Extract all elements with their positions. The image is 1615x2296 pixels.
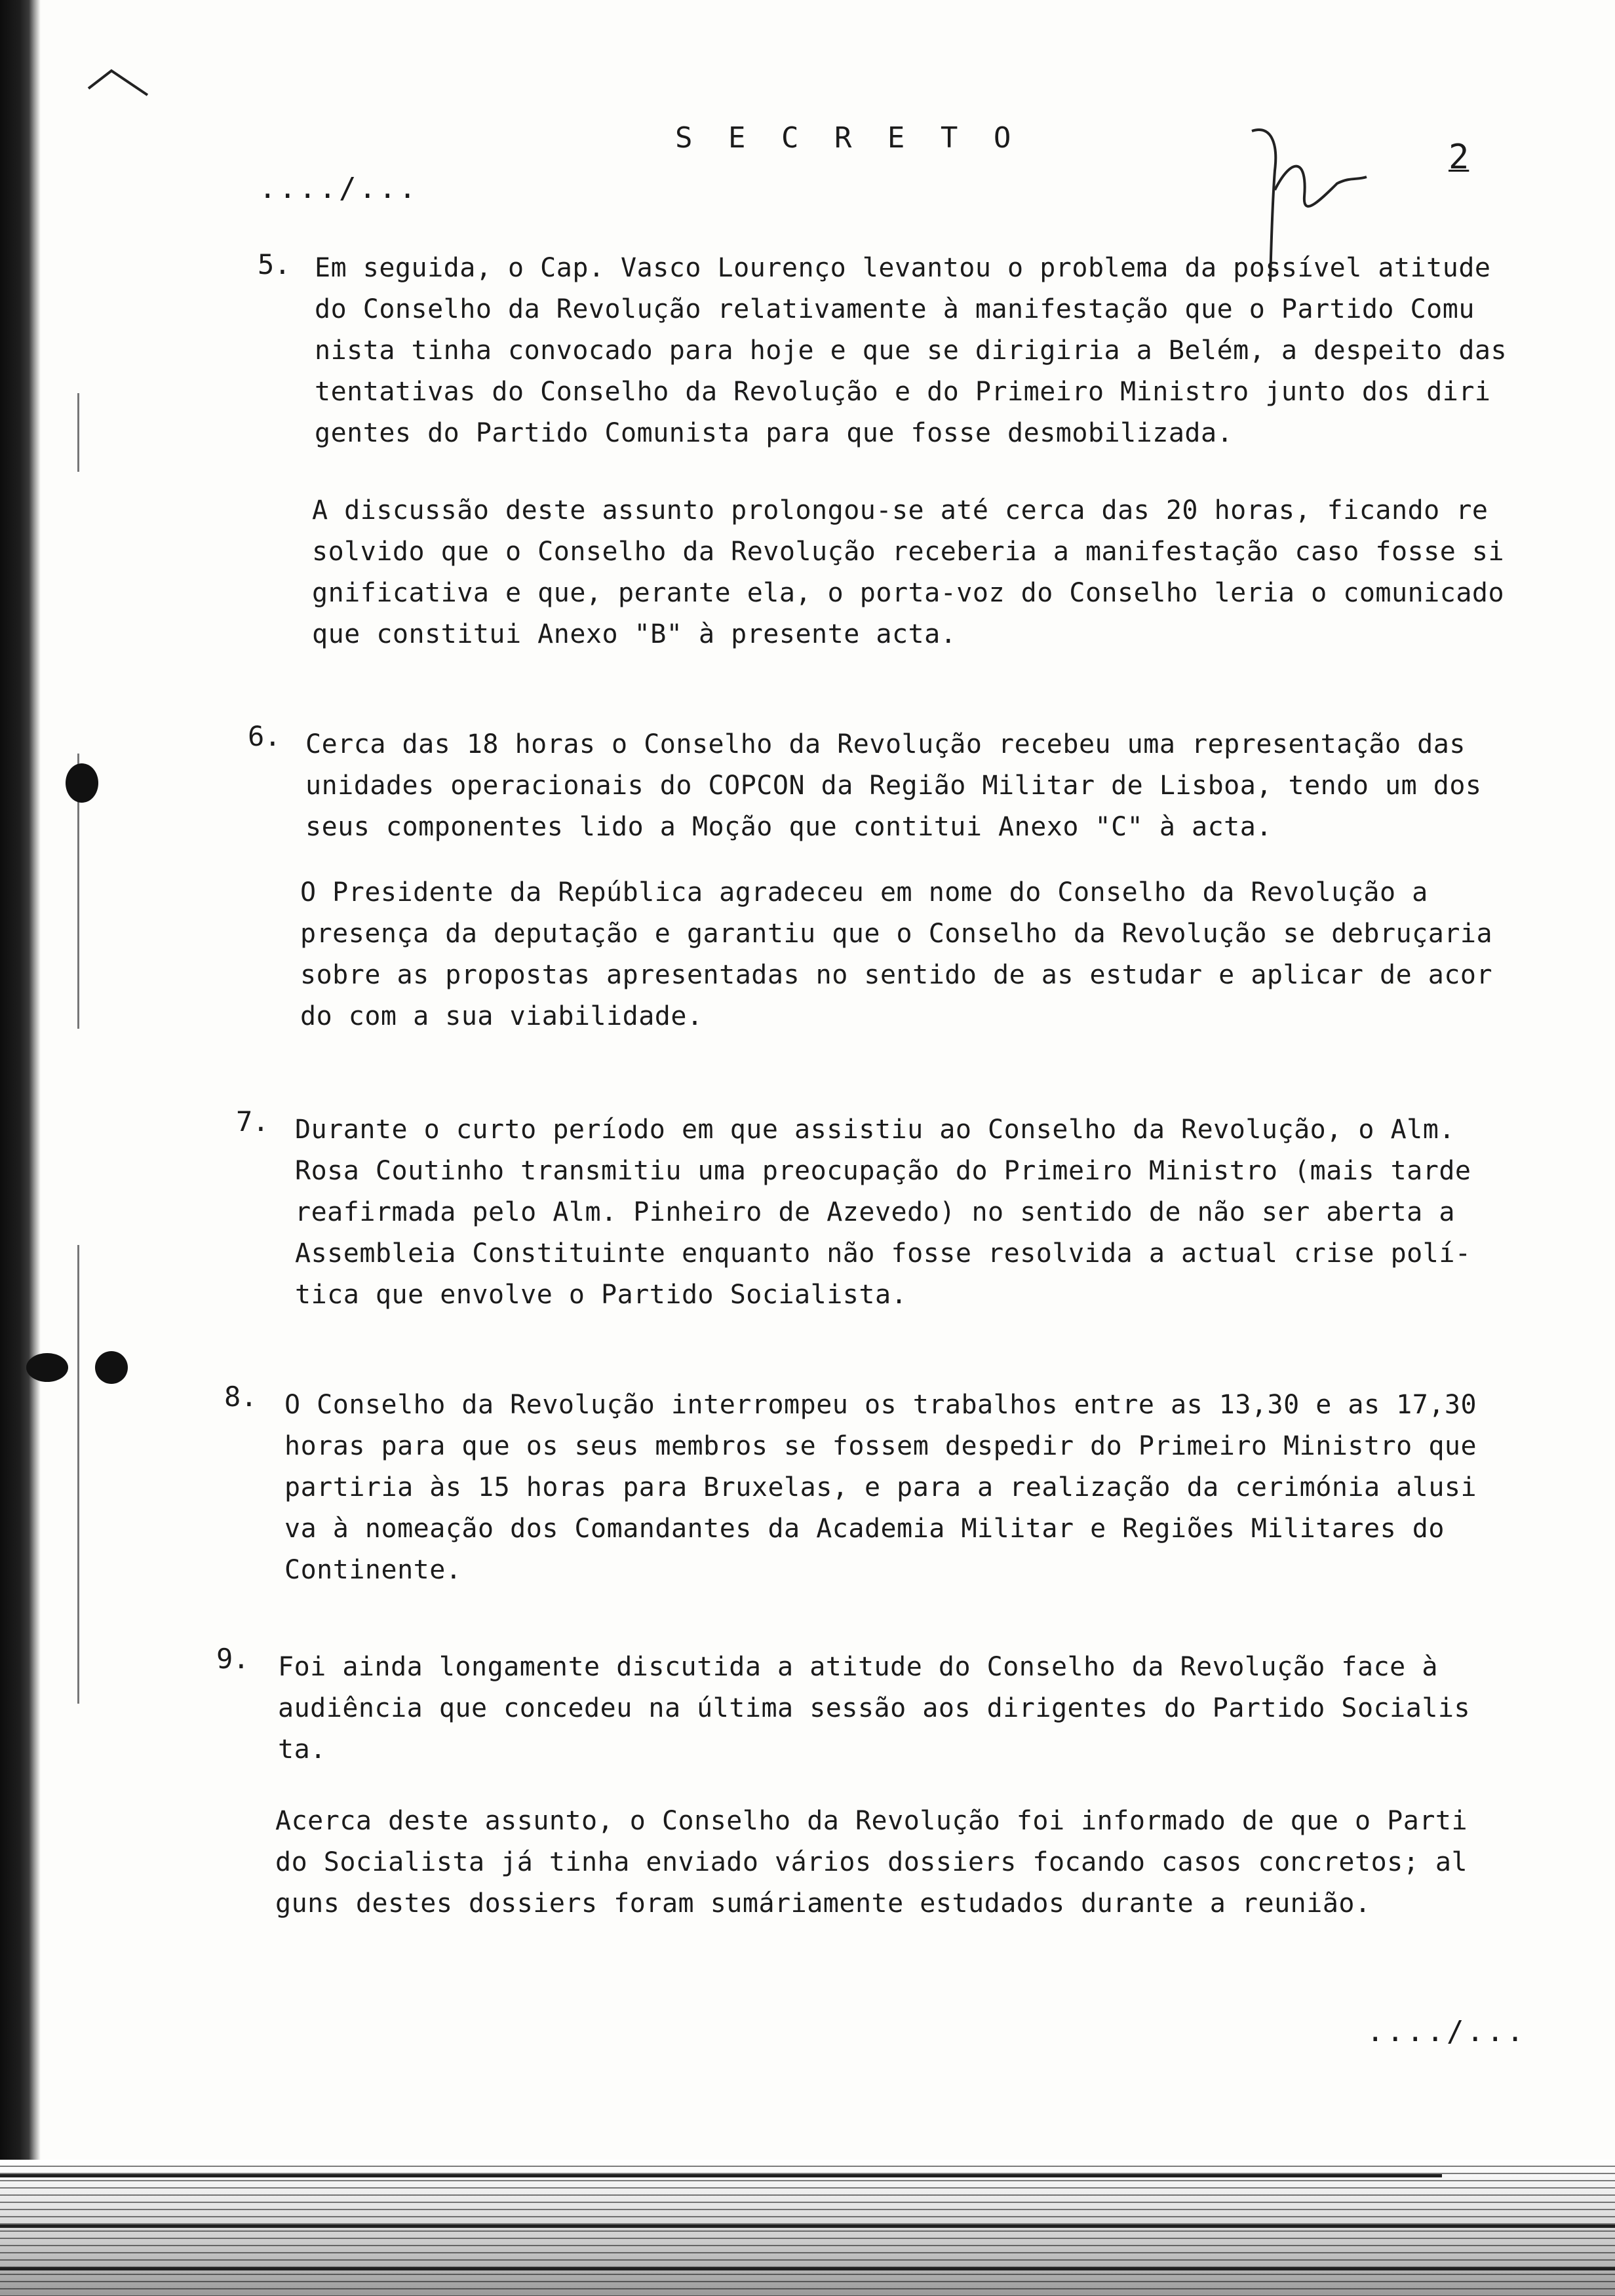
item-9-line: ta. <box>278 1734 326 1765</box>
item-9-paragraph-line: Acerca deste assunto, o Conselho da Revolução foi informado de que o Parti <box>275 1806 1468 1836</box>
item-7-line: Assembleia Constituinte enquanto não fosse resolvida a actual crise polí- <box>295 1238 1471 1269</box>
item-5-paragraph-line: que constitui Anexo "B" à presente acta. <box>312 619 957 649</box>
item-6-paragraph-line: sobre as propostas apresentadas no sentido de as estudar e aplicar de acor <box>300 960 1493 990</box>
scan-margin-mark <box>77 393 79 472</box>
item-6-paragraph-line: O Presidente da República agradeceu em nome do Conselho da Revolução a <box>300 877 1428 908</box>
item-8-line: horas para que os seus membros se fossem despedir do Primeiro Ministro que <box>284 1431 1477 1461</box>
classification-heading: S E C R E T O <box>675 121 1021 155</box>
item-6-paragraph-line: do com a sua viabilidade. <box>300 1001 703 1031</box>
item-8-line: va à nomeação dos Comandantes da Academia Militar e Regiões Militares do <box>284 1514 1445 1544</box>
punch-hole <box>26 1353 68 1382</box>
item-7-line: Durante o curto período em que assistiu ao Conselho da Revolução, o Alm. <box>295 1115 1455 1145</box>
page-number: 2 <box>1449 138 1469 177</box>
continuation-marker-bottom: ..../... <box>1367 2015 1527 2048</box>
item-5-paragraph-line: A discussão deste assunto prolongou-se até cerca das 20 horas, ficando re <box>312 495 1489 526</box>
item-7-line: tica que envolve o Partido Socialista. <box>295 1280 908 1310</box>
corner-pen-mark <box>85 66 151 105</box>
item-6-line: seus componentes lido a Moção que contitui Anexo "C" à acta. <box>305 812 1272 842</box>
item-8-line: Continente. <box>284 1555 462 1585</box>
item-5-line: do Conselho da Revolução relativamente à manifestação que o Partido Comu <box>315 294 1475 324</box>
punch-hole <box>95 1351 128 1384</box>
item-number: 5. <box>258 248 291 280</box>
item-8-line: O Conselho da Revolução interrompeu os trabalhos entre as 13,30 e as 17,30 <box>284 1390 1477 1420</box>
item-9-line: audiência que concedeu na última sessão aos dirigentes do Partido Socialis <box>278 1693 1471 1723</box>
item-8-line: partiria às 15 horas para Bruxelas, e para a realização da cerimónia alusi <box>284 1472 1477 1502</box>
scan-bottom-line <box>0 2267 1615 2270</box>
item-number: 9. <box>216 1643 250 1675</box>
scan-bottom-line <box>0 2174 1442 2177</box>
item-5-line: tentativas do Conselho da Revolução e do Primeiro Ministro junto dos diri <box>315 377 1491 407</box>
item-5-line: nista tinha convocado para hoje e que se dirigiria a Belém, a despeito das <box>315 335 1508 366</box>
punch-hole <box>66 763 98 803</box>
item-number: 7. <box>236 1105 269 1138</box>
continuation-marker-top: ..../... <box>259 172 419 205</box>
item-7-line: Rosa Coutinho transmitiu uma preocupação do Primeiro Ministro (mais tarde <box>295 1156 1471 1186</box>
item-6-line: Cerca das 18 horas o Conselho da Revolução recebeu uma representação das <box>305 729 1466 759</box>
scan-margin-mark <box>77 1245 79 1704</box>
item-6-paragraph-line: presença da deputação e garantiu que o Conselho da Revolução se debruçaria <box>300 919 1493 949</box>
item-5-line: Em seguida, o Cap. Vasco Lourenço levantou o problema da possível atitude <box>315 253 1491 283</box>
item-9-paragraph-line: guns destes dossiers foram sumáriamente estudados durante a reunião. <box>275 1888 1371 1919</box>
item-5-line: gentes do Partido Comunista para que fosse desmobilizada. <box>315 418 1234 448</box>
item-5-paragraph-line: gnificativa e que, perante ela, o porta-voz do Conselho leria o comunicado <box>312 578 1505 608</box>
scan-bottom-line <box>0 2225 1615 2228</box>
item-number: 8. <box>224 1381 258 1413</box>
item-6-line: unidades operacionais do COPCON da Região Militar de Lisboa, tendo um dos <box>305 771 1482 801</box>
item-5-paragraph-line: solvido que o Conselho da Revolução receberia a manifestação caso fosse si <box>312 537 1505 567</box>
item-9-paragraph-line: do Socialista já tinha enviado vários dossiers focando casos concretos; al <box>275 1847 1468 1877</box>
item-7-line: reafirmada pelo Alm. Pinheiro de Azevedo) no sentido de não ser aberta a <box>295 1197 1455 1227</box>
scan-left-edge <box>0 0 41 2296</box>
item-number: 6. <box>248 720 281 752</box>
item-9-line: Foi ainda longamente discutida a atitude do Conselho da Revolução face à <box>278 1652 1438 1682</box>
scan-bottom-noise <box>0 2160 1615 2296</box>
